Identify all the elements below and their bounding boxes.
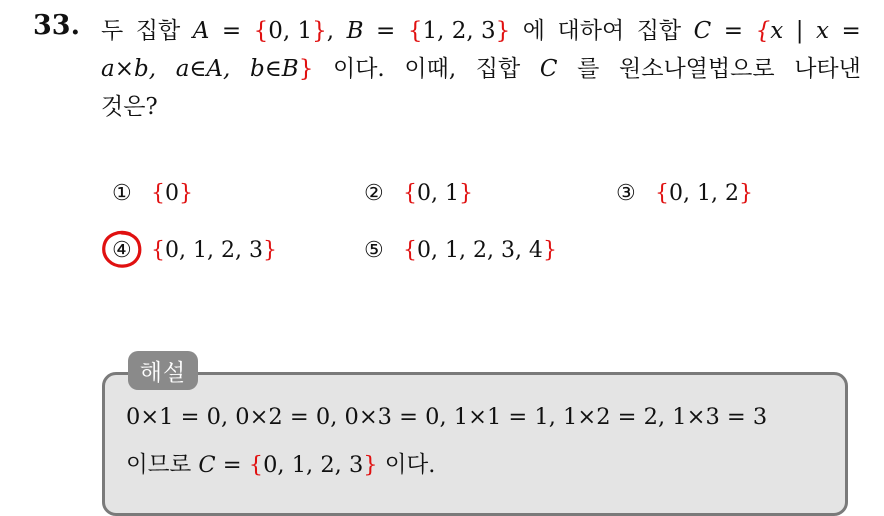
word: 집합 [135,18,181,44]
word: 이다. [332,56,385,82]
answer-circle-mark [100,229,144,271]
word: 를 [577,56,600,82]
equals: = [221,18,242,44]
question-line-3: 것은? [101,94,158,120]
choice-number: ⑤ [364,238,384,263]
x-var: x [815,18,829,44]
set-c-var: C [198,452,216,478]
word: 에 [522,18,546,44]
word: 집합 [636,18,682,44]
solution-line-2 [126,447,435,479]
choice-set: {0} [151,181,193,206]
set-b-elements: {1, 2, 3} [407,18,511,44]
choice-number: ③ [616,181,636,206]
equals: = [222,452,242,478]
set-a-var: A [192,18,210,44]
set-c-var: C [693,18,712,44]
choice-5[interactable] [364,238,557,263]
choice-set: {0, 1, 2} [655,181,753,206]
set-builder-open: {x [755,18,784,44]
word: 이때, [404,56,457,82]
solution-box [102,372,848,516]
word: 나타낸 [794,56,861,82]
choice-1[interactable] [112,181,193,206]
choice-number: ② [364,181,384,206]
choice-3[interactable] [616,181,753,206]
equals: = [723,18,744,44]
equals: = [841,18,861,44]
choice-set: {0, 1, 2, 3, 4} [403,238,557,263]
set-c-var: C [539,56,558,82]
equals: = [376,18,396,44]
word: 이다. [384,452,436,478]
question-line-1 [101,12,861,50]
word: 대하여 [557,18,625,44]
choice-2[interactable] [364,181,473,206]
choice-set: {0, 1, 2, 3} [151,238,277,263]
product-expr: a×b, [101,56,157,82]
set-b-var: B [346,18,364,44]
bar: | [795,18,804,44]
set-a-elements: {0, 1}, [253,18,335,44]
word: 원소나열법으로 [619,56,775,82]
solution-line-1: 0×1 = 0, 0×2 = 0, 0×3 = 0, 1×1 = 1, 1×2 = 2, 1×3 = 3 [126,404,768,430]
question-line-2 [101,50,861,88]
result-set: {0, 1, 2, 3} [248,452,378,478]
word: 두 [101,18,124,44]
question-number: 33. [33,10,80,41]
choice-set: {0, 1} [403,181,473,206]
solution-tag: 해설 [128,351,198,390]
choice-number: ① [112,181,132,206]
choice-number: ④ [112,238,132,263]
b-in-b: b∈B} [250,56,314,82]
word: 집합 [475,56,521,82]
word: 이므로 [126,452,192,478]
a-in-a: a∈A, [175,56,231,82]
